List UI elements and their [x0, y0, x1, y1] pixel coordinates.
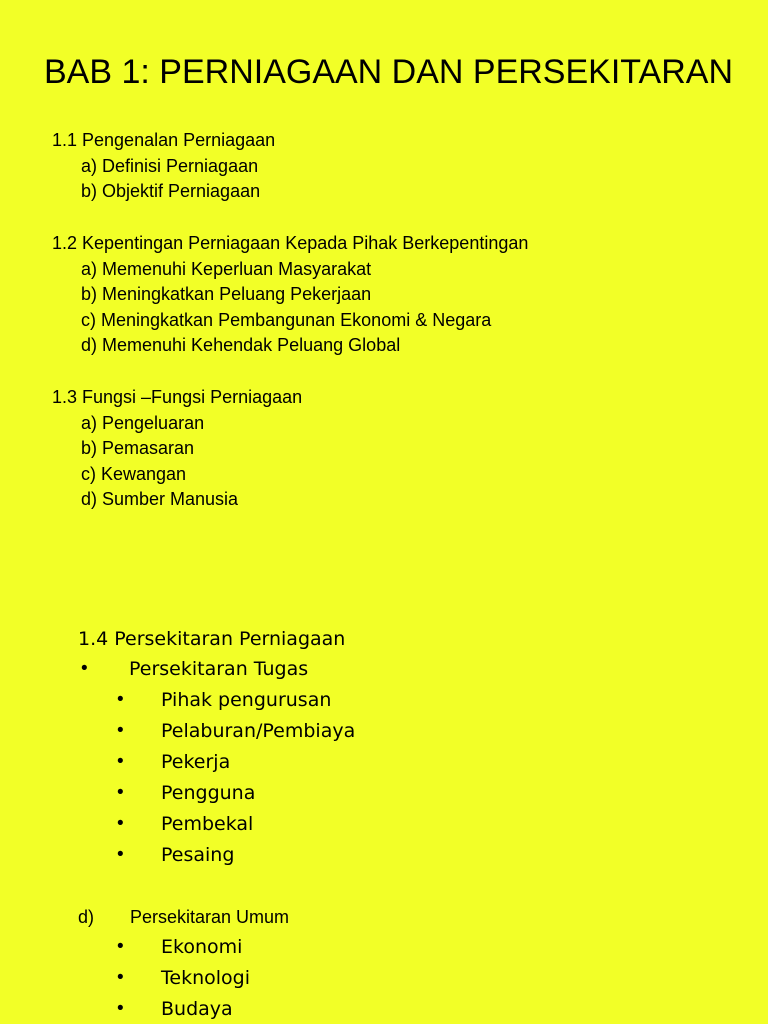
bullet-icon: • — [117, 998, 124, 1019]
bullet-icon: • — [117, 782, 124, 803]
list-item: d) Memenuhi Kehendak Peluang Global — [81, 335, 401, 356]
list-item: d) Sumber Manusia — [81, 489, 239, 510]
bullet-text: Pihak pengurusan — [161, 689, 332, 711]
page-title: BAB 1: PERNIAGAAN DAN PERSEKITARAN — [44, 53, 733, 91]
list-item: b) Pemasaran — [81, 438, 195, 459]
section-1-2 — [52, 231, 528, 359]
section-heading: 1.2 Kepentingan Perniagaan Kepada Pihak Berkepentingan — [52, 233, 529, 253]
bullet-text: Pelaburan/Pembiaya — [161, 720, 356, 742]
list-marker: d) — [78, 907, 95, 927]
bullet-text: Pekerja — [161, 751, 231, 773]
bullet-text: Teknologi — [161, 967, 250, 989]
bullet-icon: • — [117, 689, 124, 710]
list-item: a) Memenuhi Keperluan Masyarakat — [81, 258, 372, 279]
section-heading: 1.1 Pengenalan Perniagaan — [52, 130, 276, 150]
section-1-1 — [52, 128, 275, 205]
list-item: c) Kewangan — [81, 463, 187, 484]
bullet-icon: • — [117, 720, 124, 741]
bullet-icon: • — [117, 936, 124, 957]
list-item: b) Objektif Perniagaan — [81, 181, 261, 202]
list-item: a) Pengeluaran — [81, 412, 205, 433]
bullet-icon: • — [117, 751, 124, 772]
bullet-icon: • — [117, 813, 124, 834]
bullet-text: Persekitaran Tugas — [129, 658, 309, 680]
bullet-text: Pembekal — [161, 813, 254, 835]
section-heading: 1.3 Fungsi –Fungsi Perniagaan — [52, 387, 303, 407]
bullet-text: Ekonomi — [161, 936, 243, 958]
section-1-4-heading: 1.4 Persekitaran Perniagaan — [78, 628, 346, 650]
list-item: c) Meningkatkan Pembangunan Ekonomi & Negara — [81, 309, 492, 330]
bullet-icon: • — [81, 658, 88, 679]
section-1-3 — [52, 385, 302, 513]
bullet-icon: • — [117, 967, 124, 988]
list-item: b) Meningkatkan Peluang Pekerjaan — [81, 284, 372, 305]
bullet-text: Pengguna — [161, 782, 256, 804]
bullet-text: Budaya — [161, 998, 233, 1020]
bullet-text: Pesaing — [161, 844, 235, 866]
bullet-icon: • — [117, 844, 124, 865]
list-item: a) Definisi Perniagaan — [81, 155, 259, 176]
list-label: Persekitaran Umum — [130, 907, 290, 927]
